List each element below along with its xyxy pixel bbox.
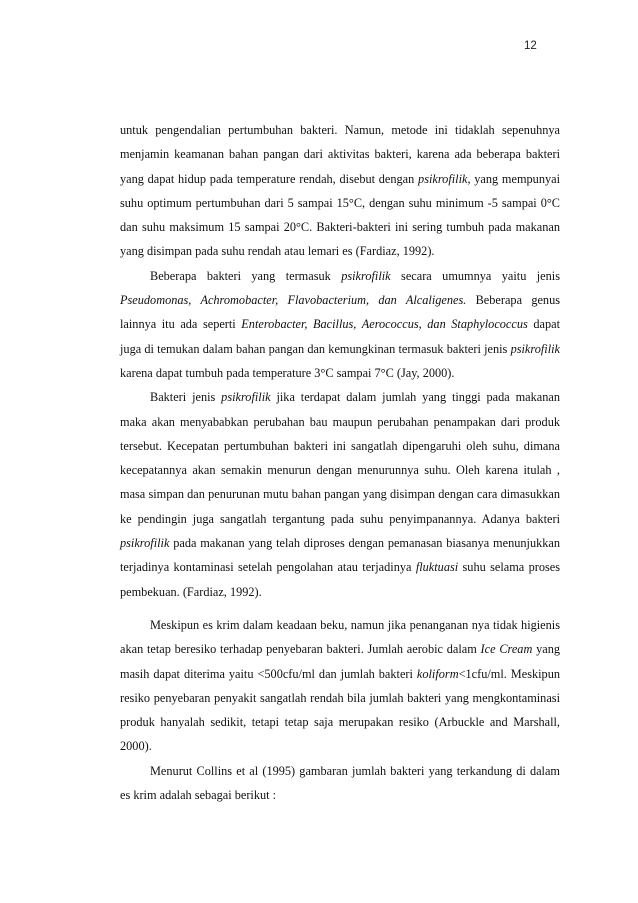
text-run: suhu selama proses pembekuan. (Fardiaz, 1992). [120,560,560,599]
text-run: Meskipun es krim dalam keadaan beku, namun jika penanganan nya tidak higienis akan tetap beresiko terhadap penyebaran bakteri. Jumlah aerobic dalam [120,617,560,657]
italic-term: psikrofilik [510,341,560,356]
text-run: yang mempunyai suhu optimum pertumbuhan dari 5 sampai 15°C, dengan suhu minimum -5 sampai 0°C dan suhu maksimum 15 sampai 20°C. Bakteri-bakteri ini sering tumbuh pada makanan yang disimpan pada suhu rendah atau lemari es (Fardiaz, 1992). [120,171,560,259]
paragraph [120,264,560,385]
text-run: Beberapa bakteri yang termasuk [150,268,342,283]
text-run: Bakteri jenis [150,390,222,405]
paragraph [120,385,560,604]
paragraph [120,759,560,808]
italic-term: Ice Cream [480,642,533,657]
text-run: Beberapa genus lainnya itu ada seperti [120,293,561,332]
italic-term: fluktuasi [415,560,459,575]
text-run: <1cfu/ml. Meskipun resiko penyebaran penyakit sangatlah rendah bila jumlah bakteri yang mengkontaminasi produk hanyalah sedikit, tetapi tetap saja merupakan resiko (Arbuckle and Marshall, 2000). [120,666,560,754]
italic-term: Enterobacter, Bacillus, Aerococcus, dan Staphylococcus [241,317,528,332]
italic-term: psikrofilik [221,390,271,405]
paragraph [120,613,560,759]
text-run: jika terdapat dalam jumlah yang tinggi pada makanan maka akan menyababkan perubahan bau maupun perubahan penampakan dari produk tersebut. Kecepatan pertumbuhan bakteri ini sangatlah dipengaruhi oleh suhu, dimana kecepatannya akan semakin menurun dengan menurunnya suhu. Oleh karena itulah , masa simpan dan penurunan mutu bahan pangan yang disimpan dengan cara dimasukkan ke pendingin juga sangatlah tergantung pada suhu penyimpanannya. Adanya bakteri [120,390,560,526]
text-run: yang masih dapat diterima yaitu <500cfu/ml dan jumlah bakteri [120,642,561,681]
italic-term: Pseudomonas, Achromobacter, Flavobacterium, dan Alcaligenes. [120,293,467,308]
paragraph [120,118,560,264]
italic-term: koliform [416,666,459,681]
page-number: 12 [524,40,537,52]
text-run: secara umumnya yaitu jenis [390,268,560,283]
text-run: pada makanan yang telah diproses dengan pemanasan biasanya menunjukkan terjadinya kontaminasi setelah pengolahan atau terjadinya [120,536,560,575]
italic-term: psikrofilik, [418,171,471,186]
italic-term: psikrofilik [120,536,170,551]
text-run: dapat juga di temukan dalam bahan pangan dan kemungkinan termasuk bakteri jenis [120,317,560,356]
text-run: karena dapat tumbuh pada temperature 3°C sampai 7°C (Jay, 2000). [120,365,455,380]
italic-term: psikrofilik [341,268,391,283]
document-body [120,118,560,807]
text-run: Menurut Collins et al (1995) gambaran jumlah bakteri yang terkandung di dalam es krim adalah sebagai berikut : [120,763,560,803]
text-run: untuk pengendalian pertumbuhan bakteri. Namun, metode ini tidaklah sepenuhnya menjamin keamanan bahan pangan dari aktivitas bakteri, karena ada beberapa bakteri yang dapat hidup pada temperature rendah, disebut dengan [120,123,560,186]
